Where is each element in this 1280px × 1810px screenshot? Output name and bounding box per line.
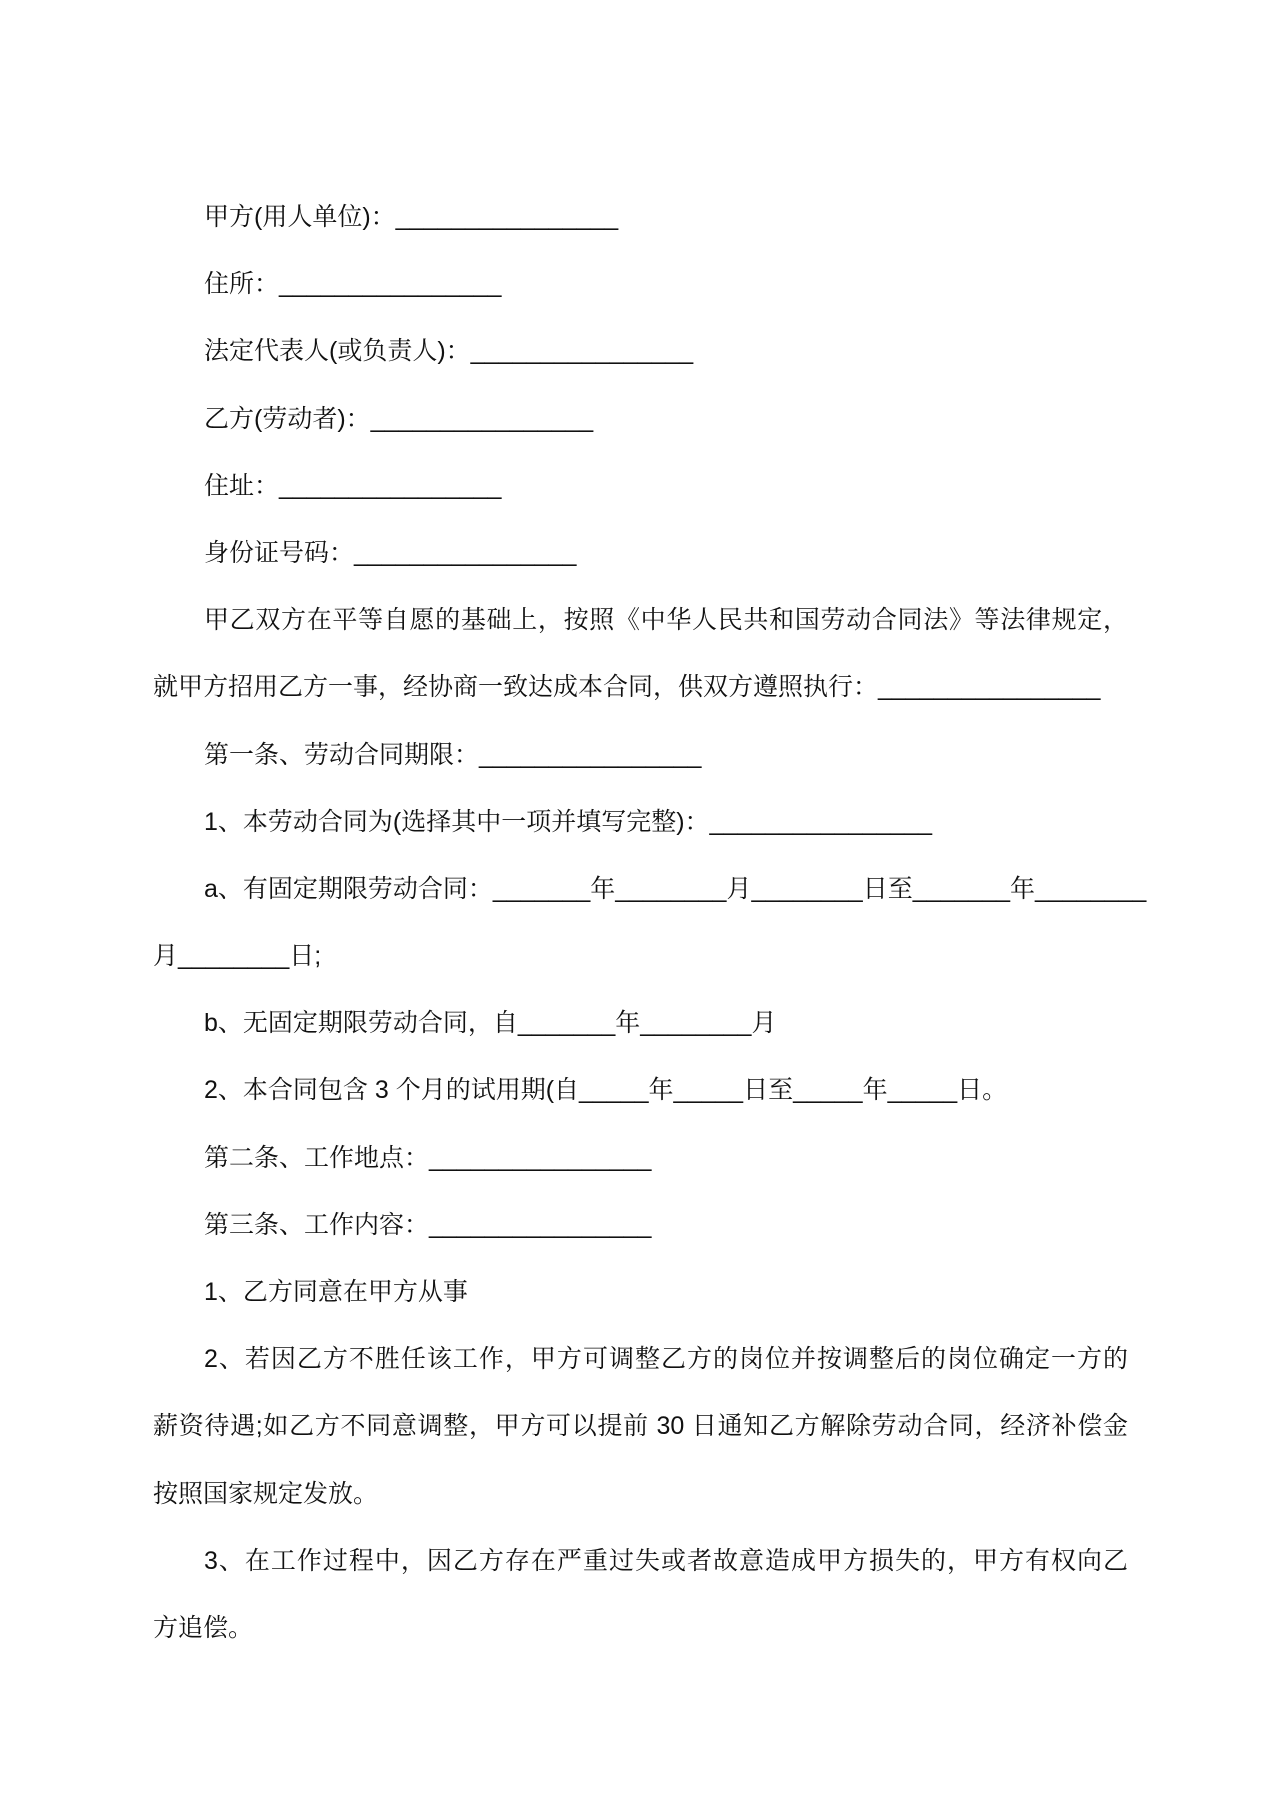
document-line: 薪资待遇;如乙方不同意调整，甲方可以提前 30 日通知乙方解除劳动合同，经济补偿金 <box>153 1412 1128 1441</box>
document-line: 第二条、工作地点：________________ <box>204 1143 652 1172</box>
document-page <box>153 184 1147 1662</box>
document-line: 就甲方招用乙方一事，经协商一致达成本合同，供双方遵照执行：________________ <box>153 673 1101 702</box>
document-line: 身份证号码：________________ <box>204 538 577 567</box>
document-line: 法定代表人(或负责人)：________________ <box>204 337 694 366</box>
document-line: 甲乙双方在平等自愿的基础上，按照《中华人民共和国劳动合同法》等法律规定， <box>204 606 1128 635</box>
document-line: 1、乙方同意在甲方从事 <box>204 1278 468 1306</box>
document-line: 住址：________________ <box>204 471 502 500</box>
document-line: 月________日; <box>153 942 322 971</box>
document-line: 2、若因乙方不胜任该工作，甲方可调整乙方的岗位并按调整后的岗位确定一方的 <box>204 1345 1128 1374</box>
document-line: 2、本合同包含 3 个月的试用期(自_____年_____日至_____年_____日。 <box>204 1076 1008 1105</box>
document-line: 第一条、劳动合同期限：________________ <box>204 740 702 769</box>
document-line: 乙方(劳动者)：________________ <box>204 404 594 433</box>
document-line: 方追偿。 <box>153 1613 254 1642</box>
document-line: 住所：________________ <box>204 270 502 299</box>
document-line: b、无固定期限劳动合同，自_______年________月 <box>204 1009 777 1038</box>
document-line: 第三条、工作内容：________________ <box>204 1210 652 1239</box>
document-line: 1、本劳动合同为(选择其中一项并填写完整)：________________ <box>204 807 933 836</box>
document-line: a、有固定期限劳动合同：_______年________月________日至_______年________ <box>204 874 1147 903</box>
document-line: 按照国家规定发放。 <box>153 1479 379 1508</box>
document-line: 3、在工作过程中，因乙方存在严重过失或者故意造成甲方损失的，甲方有权向乙 <box>204 1546 1128 1575</box>
document-line: 甲方(用人单位)：________________ <box>204 203 619 231</box>
